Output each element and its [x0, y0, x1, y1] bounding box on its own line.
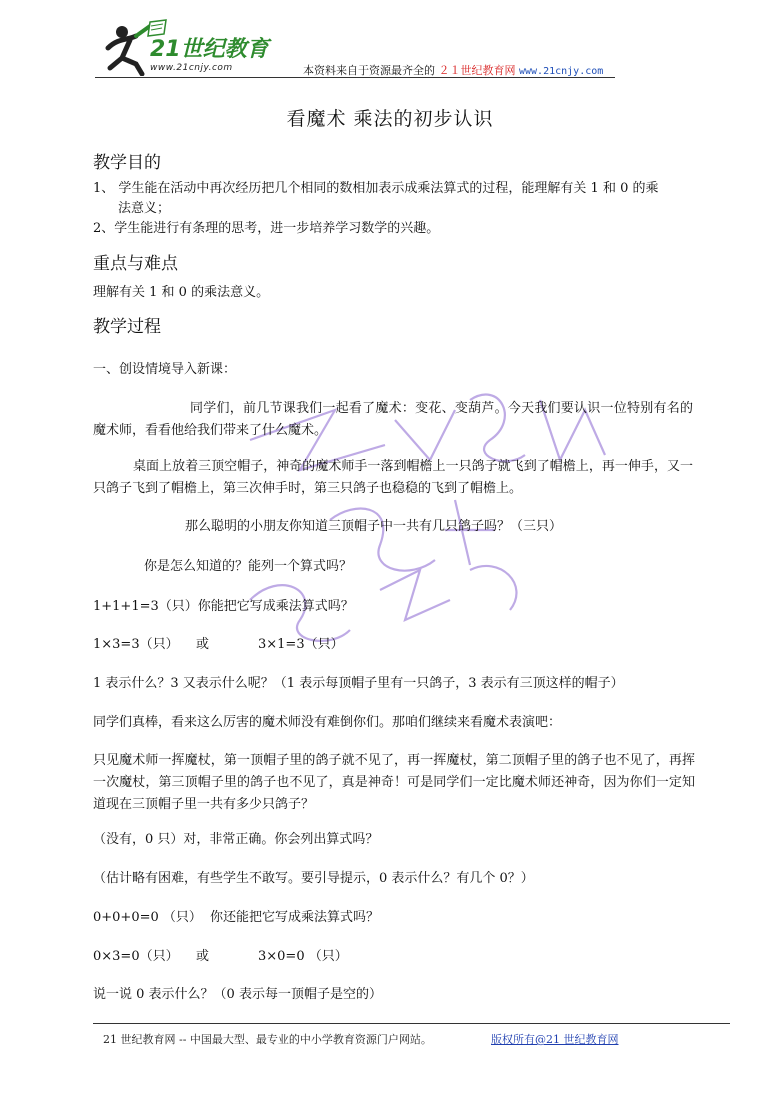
logo-url: www.21cnjy.com [150, 63, 233, 73]
brand-logo [100, 18, 285, 76]
footer-divider [93, 1023, 730, 1024]
equation-multiply-0b: 3×0=0 （只） [258, 949, 348, 964]
paragraph-hats: 桌面上放着三顶空帽子，神奇的魔术师手一落到帽檐上一只鸽子就飞到了帽檐上，再一伸手，又一只鸽子飞到了帽檐上，第三次伸手时，第三只鸽子也稳稳的飞到了帽檐上。 [93, 459, 693, 496]
equation-multiply-0a: 0×3=0（只） [93, 949, 179, 964]
goal-1-line-2: 法意义； [118, 201, 171, 216]
equation-multiply-1b: 3×1=3（只） [258, 637, 344, 652]
document-title: 看魔术 乘法的初步认识 [286, 108, 494, 130]
paragraph-question-1: 那么聪明的小朋友你知道三顶帽子中一共有几只鸽子吗？（三只） [185, 519, 563, 534]
goal-2: 2、学生能进行有条理的思考，进一步培养学习数学的兴趣。 [93, 221, 440, 236]
footer-text: 21 世纪教育网 -- 中国最大型、最专业的中小学教育资源门户网站。 [103, 1033, 432, 1046]
step-1-heading: 一、创设情境导入新课： [93, 362, 237, 377]
equation-addition-0: 0+0+0=0 （只） [93, 910, 202, 925]
goal-1-line-1: 1、 学生能在活动中再次经历把几个相同的数相加表示成乘法算式的过程，能理解有关 1 和 0 的乘 [93, 181, 659, 196]
equation-or-1: 或 [196, 637, 210, 652]
header-divider [95, 77, 615, 78]
paragraph-intro: 同学们，前几节课我们一起看了魔术：变花、变葫芦。今天我们要认识一位特别有名的魔术师，看看他给我们带来了什么魔术。 [93, 401, 693, 438]
paragraph-question-3: 你还能把它写成乘法算式吗？ [210, 910, 380, 925]
header-note-prefix: 本资料来自于资源最齐全的 [303, 64, 435, 77]
footer-copyright-link[interactable]: 版权所有@21 世纪教育网 [491, 1033, 619, 1046]
paragraph-meaning-1: 1 表示什么？3 又表示什么呢？（1 表示每顶帽子里有一只鸽子，3 表示有三顶这样的帽子） [93, 676, 624, 691]
logo-text: 21世纪教育 [150, 37, 269, 62]
runner-icon [108, 26, 150, 74]
paragraph-question-2: 你是怎么知道的？能列一个算式吗？ [144, 559, 353, 574]
equation-multiply-1a: 1×3=3（只） [93, 637, 179, 652]
paragraph-zero-answer: （没有，0 只）对，非常正确。你会列出算式吗？ [93, 832, 379, 847]
heading-key-points: 重点与难点 [93, 254, 178, 274]
heading-goals: 教学目的 [93, 153, 161, 173]
paragraph-hint: （估计略有困难，有些学生不敢写。要引导提示，0 表示什么？有几个 0？） [93, 871, 534, 886]
header-note-brand[interactable]: ２１世纪教育网 [438, 64, 516, 77]
key-points-text: 理解有关 1 和 0 的乘法意义。 [93, 285, 270, 300]
equation-addition-1: 1+1+1=3（只）你能把它写成乘法算式吗？ [93, 599, 354, 614]
paragraph-magic: 只见魔术师一挥魔杖，第一顶帽子里的鸽子就不见了，再一挥魔杖，第二顶帽子里的鸽子也不见了，再挥一次魔杖，第三顶帽子里的鸽子也不见了，真是神奇！可是同学们一定比魔术师还神奇，因为你们一定知道现在三顶帽子里一共有多少只鸽子？ [93, 753, 695, 812]
paragraph-praise: 同学们真棒，看来这么厉害的魔术师没有难倒你们。那咱们继续来看魔术表演吧： [93, 715, 562, 730]
book-icon [148, 20, 166, 36]
equation-or-0: 或 [196, 949, 210, 964]
paragraph-meaning-0: 说一说 0 表示什么？（0 表示每一顶帽子是空的） [93, 987, 382, 1002]
header-note [303, 62, 603, 78]
header-note-url[interactable]: www.21cnjy.com [519, 66, 604, 77]
heading-process: 教学过程 [93, 317, 161, 337]
